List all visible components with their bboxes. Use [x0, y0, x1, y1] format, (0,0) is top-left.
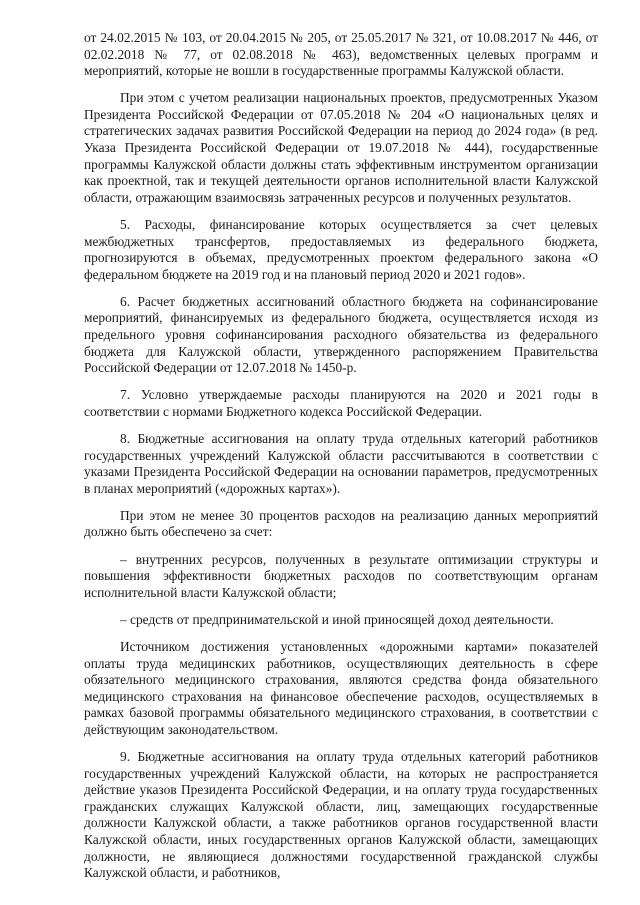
paragraph-continuation: от 24.02.2015 № 103, от 20.04.2015 № 205, от 25.05.2017 № 321, от 10.08.2017 № 446, от 02.02.2018 № 77, от 02.08.2018 № 463), ведомственных целевых программ и мероприятий, которые не вошли в государственные программы Калужской области. [84, 30, 598, 79]
paragraph-item-9: 9. Бюджетные ассигнования на оплату труда отдельных категорий работников государственных учреждений Калужской области, на которых не распространяется действие указов Президента Российской Федерации, и на оплату труда государственных гражданских служащих Калужской области, лиц, замещающих государственные должности Калужской области, а также работников органов государственной власти Калужской области, иных государственных органов Калужской области, замещающих должности, не являющиеся должностями государственной гражданской службы Калужской области, и работников, [84, 748, 598, 881]
paragraph-item-6: 6. Расчет бюджетных ассигнований областного бюджета на софинансирование мероприятий, финансируемых из федерального бюджета, осуществляется исходя из предельного уровня софинансирования расходного обязательства из федерального бюджета для Калужской области, утвержденного распоряжением Правительства Российской Федерации от 12.07.2018 № 1450-р. [84, 293, 598, 376]
document-page [84, 30, 598, 882]
paragraph-medical-insurance: Источником достижения установленных «дорожными картами» показателей оплаты труда медицинских работников, осуществляющих деятельность в сфере обязательного медицинского страхования, являются средства фонда обязательного медицинского страхования на финансовое обеспечение расходов, осуществляемых в рамках базовой программы обязательного медицинского страхования, в соответствии с действующим законодательством. [84, 638, 598, 737]
paragraph-business-income: – средств от предпринимательской и иной приносящей доход деятельности. [120, 611, 554, 627]
paragraph-internal-resources: – внутренних ресурсов, полученных в результате оптимизации структуры и повышения эффективности бюджетных расходов по соответствующим органам исполнительной власти Калужской области; [84, 551, 598, 600]
paragraph-thirty-percent: При этом не менее 30 процентов расходов на реализацию данных мероприятий должно быть обеспечено за счет: [84, 507, 598, 540]
paragraph-item-8: 8. Бюджетные ассигнования на оплату труда отдельных категорий работников государственных учреждений Калужской области рассчитываются в соответствии с указами Президента Российской Федерации на основании параметров, предусмотренных в планах мероприятий («дорожных картах»). [84, 430, 598, 496]
paragraph-national-projects: При этом с учетом реализации национальных проектов, предусмотренных Указом Президента Российской Федерации от 07.05.2018 № 204 «О национальных целях и стратегических задачах развития Российской Федерации на период до 2024 года» (в ред. Указа Президента Российской Федерации от 19.07.2018 № 444), государственные программы Калужской области должны стать эффективным инструментом организации как проектной, так и текущей деятельности органов исполнительной власти Калужской области, отражающим взаимосвязь затраченных ресурсов и полученных результатов. [84, 90, 598, 205]
paragraph-item-5: 5. Расходы, финансирование которых осуществляется за счет целевых межбюджетных трансфертов, предоставляемых из федерального бюджета, прогнозируются в объемах, предусмотренных проектом федерального закона «О федеральном бюджете на 2019 год и на плановый период 2020 и 2021 годов». [84, 216, 598, 282]
paragraph-item-7: 7. Условно утверждаемые расходы планируются на 2020 и 2021 годы в соответствии с нормами Бюджетного кодекса Российской Федерации. [84, 387, 598, 419]
